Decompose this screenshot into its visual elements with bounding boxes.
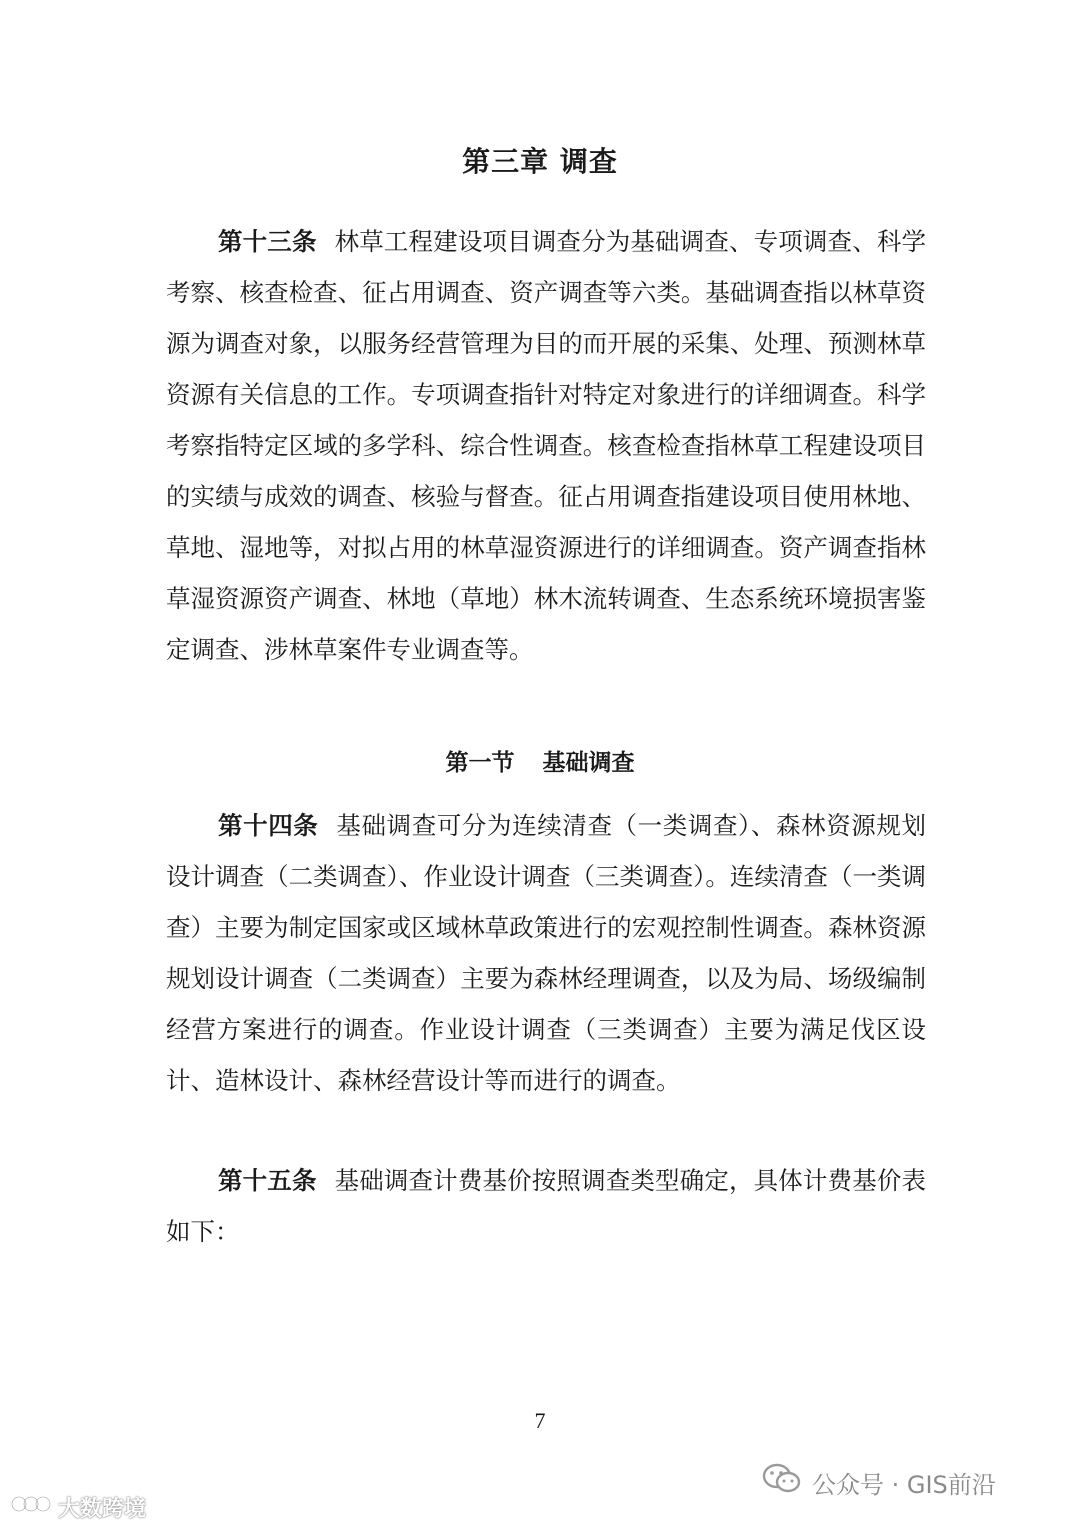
- article-13-label: 第十三条: [218, 227, 317, 256]
- article-15-text: 基础调查计费基价按照调查类型确定，具体计费基价表如下：: [166, 1166, 926, 1246]
- article-14: [166, 800, 926, 1106]
- dashujk-logo-icon: [10, 1491, 52, 1523]
- article-13: [166, 216, 926, 675]
- wechat-icon: [762, 1462, 802, 1502]
- article-14-text: 基础调查可分为连续清查（一类调查）、森林资源规划设计调查（二类调查）、作业设计调查（三类调查）。连续清查（一类调查）主要为制定国家或区域林草政策进行的宏观控制性调查。森林资源规划设计调查（二类调查）主要为森林经理调查，以及为局、场级编制经营方案进行的调查。作业设计调查（三类调查）主要为满足伐区设计、造林设计、森林经营设计等而进行的调查。: [166, 811, 927, 1095]
- section-title: 第一节 基础调查: [445, 750, 635, 776]
- article-13-text: 林草工程建设项目调查分为基础调查、专项调查、科学考察、核查检查、征占用调查、资产调查等六类。基础调查指以林草资源为调查对象，以服务经营管理为目的而开展的采集、处理、预测林草资源有关信息的工作。专项调查指针对特定对象进行的详细调查。科学考察指特定区域的多学科、综合性调查。核查检查指林草工程建设项目的实绩与成效的调查、核验与督查。征占用调查指建设项目使用林地、草地、湿地等，对拟占用的林草湿资源进行的详细调查。资产调查指林草湿资源资产调查、林地（草地）林木流转调查、生态系统环境损害鉴定调查、涉林草案件专业调查等。: [166, 227, 926, 664]
- article-15-label: 第十五条: [218, 1166, 317, 1195]
- chapter-title: 第三章 调查: [462, 145, 618, 178]
- watermark-brand: [10, 1491, 146, 1523]
- article-14-label: 第十四条: [218, 811, 319, 840]
- watermark-wechat-text: 公众号 · GIS前沿: [812, 1470, 996, 1499]
- watermark-wechat: [762, 1462, 996, 1502]
- watermark-brand-text: 大数跨境: [58, 1496, 147, 1522]
- article-15: [166, 1155, 926, 1257]
- page-number: 7: [534, 1408, 546, 1433]
